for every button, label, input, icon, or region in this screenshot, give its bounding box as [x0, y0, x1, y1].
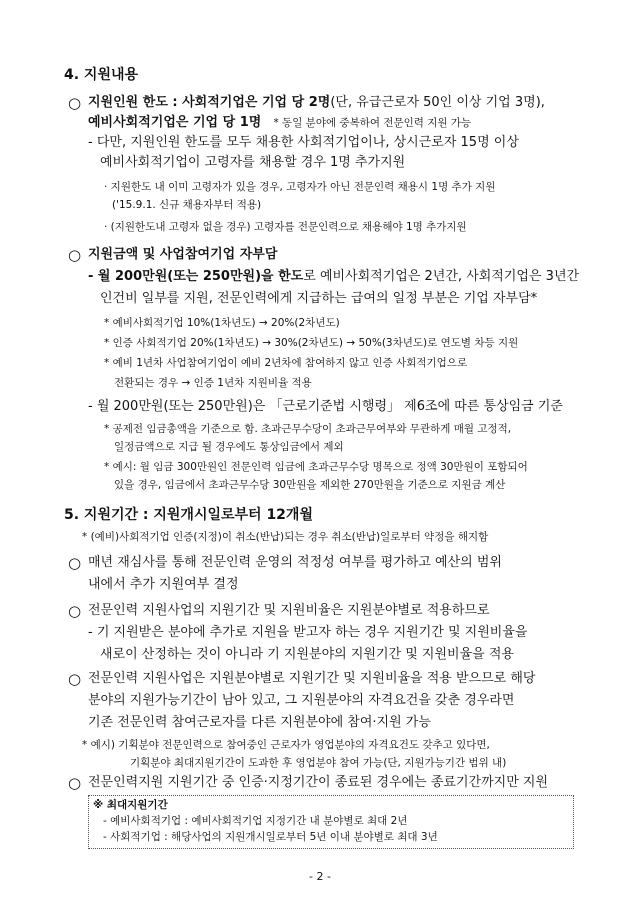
- ratio-note-1: * 예비사회적기업 10%(1차년도) → 20%(2차년도): [104, 317, 340, 329]
- box-title: ※ 최대지원기간: [93, 799, 168, 811]
- dash1-line1: - 다만, 지원인원 한도를 모두 채용한 사회적기업이나, 상시근로자 15명 이상: [88, 135, 519, 150]
- support-limit-bold: 지원인원 한도 : 사회적기업은 기업 당 2명: [88, 95, 331, 110]
- section-4-heading: 4. 지원내용: [64, 67, 139, 83]
- ratio-note-4: 전환되는 경우 → 인증 1년차 지원비율 적용: [114, 377, 312, 389]
- duplicate-note: * 동일 분야에 중복하여 전문인력 지원 가능: [273, 117, 472, 129]
- bullet-circle: ○: [68, 554, 82, 572]
- dash2-line1: [88, 268, 579, 286]
- dash1-line2: 예비사회적기업이 고령자를 채용할 경우 1명 추가지원: [100, 155, 406, 170]
- dot1-line2: ('15.9.1. 신규 채용자부터 적용): [112, 199, 262, 211]
- b3-example-2: 기획분야 최대지원기간이 도과한 후 영업분야 참여 가능(단, 지원가능기간 범위 내): [130, 757, 507, 769]
- wage-note-4: 있을 경우, 임금에서 초과근무수당 30만원을 제외한 270만원을 기준으로 지원금 계산: [114, 479, 506, 491]
- dot2-line: · (지원한도내 고령자 없을 경우) 고령자를 전문인력으로 채용해야 1명 추가지원: [104, 221, 467, 233]
- pre-social-limit-line: [88, 114, 471, 132]
- support-limit-line: [88, 94, 545, 112]
- max-support-period-box: [88, 795, 574, 849]
- bullet-circle: ○: [68, 670, 82, 688]
- bullet-circle: ○: [68, 94, 82, 112]
- wage-note-1: * 공제전 임금총액을 기준으로 함. 초과근무수당이 초과근무여부와 무관하게 매월 고정적,: [104, 423, 512, 435]
- bullet-circle: ○: [68, 774, 82, 792]
- period-by-field-line: 전문인력 지원사업의 지원기간 및 지원비율은 지원분야별로 적용하므로: [88, 603, 490, 618]
- support-amount-heading: 지원금액 및 사업참여기업 자부담: [88, 247, 278, 262]
- dot1-line1: · 지원한도 내 이미 고령자가 있을 경우, 고령자가 아닌 전문인력 채용시 1명 추가 지원: [104, 181, 496, 193]
- ratio-note-2: * 인증 사회적기업 20%(1차년도) → 30%(2차년도) → 50%(3차년도)로 연도별 차등 지원: [104, 337, 519, 349]
- section-5-heading: 5. 지원기간 : 지원개시일로부터 12개월: [64, 507, 313, 523]
- dash2-bold: - 월 200만원(또는 250만원)을 한도: [88, 269, 304, 284]
- review-line1: 매년 재심사를 통해 전문인력 운영의 적정성 여부를 평가하고 예산의 범위: [88, 555, 502, 570]
- dash2-normal: 로 예비사회적기업은 2년간, 사회적기업은 3년간: [303, 269, 580, 284]
- pre-social-limit-bold: 예비사회적기업은 기업 당 1명: [88, 115, 262, 130]
- ratio-note-3: * 예비 1년차 사업참여기업이 예비 2년차에 참여하지 않고 인증 사회적기업으로: [104, 357, 468, 369]
- b3-example-1: * 예시) 기획분야 전문인력으로 참여중인 근로자가 영업분야의 자격요건도 갖추고 있다면,: [82, 739, 490, 751]
- revocation-note: * (예비)사회적기업 인증(지정)이 취소(반납)되는 경우 취소(반납)일로부터 약정을 해지함: [82, 531, 489, 543]
- box-item-2: - 사회적기업 : 해당사업의 지원개시일로부터 5년 이내 분야별로 최대 3년: [103, 831, 438, 843]
- wage-note-2: 일정금액으로 지급 될 경우에도 통상임금에서 제외: [114, 441, 344, 453]
- b2dash-line2: 새로이 산정하는 것이 아니라 기 지원분야의 지원기간 및 지원비율을 적용: [100, 647, 514, 662]
- box-item-1: - 예비사회적기업 : 예비사회적기업 지정기간 내 분야별로 최대 2년: [103, 815, 408, 827]
- b4-line: 전문인력지원 지원기간 중 인증·지정기간이 종료된 경우에는 종료기간까지만 지원: [88, 775, 549, 790]
- b3-line2: 분야의 지원가능기간이 남아 있고, 그 지원분야의 자격요건을 갖춘 경우라면: [88, 693, 515, 708]
- b3-line1: 전문인력 지원사업은 지원분야별로 지원기간 및 지원비율을 적용 받으므로 해당: [88, 671, 536, 686]
- bullet-circle: ○: [68, 602, 82, 620]
- b3-line3: 기존 전문인력 참여근로자를 다른 지원분야에 참여·지원 가능: [88, 715, 431, 730]
- dash2-line2: 인건비 일부를 지원, 전문인력에게 지급하는 급여의 일정 부분은 기업 자부담*: [100, 291, 538, 306]
- dash3-line: - 월 200만원(또는 250만원)은 「근로기준법 시행령」 제6조에 따른 통상임금 기준: [88, 399, 563, 414]
- wage-note-3: * 예시: 월 임금 300만원인 전문인력 임금에 초과근무수당 명목으로 정액 30만원이 포함되어: [104, 461, 528, 473]
- support-limit-normal: (단, 유급근로자 50인 이상 기업 3명),: [330, 95, 545, 110]
- page-number: - 2 -: [309, 870, 331, 883]
- bullet-circle: ○: [68, 246, 82, 264]
- review-line2: 내에서 추가 지원여부 결정: [88, 577, 239, 592]
- b2dash-line1: - 기 지원받은 분야에 추가로 지원을 받고자 하는 경우 지원기간 및 지원비율을: [88, 625, 528, 640]
